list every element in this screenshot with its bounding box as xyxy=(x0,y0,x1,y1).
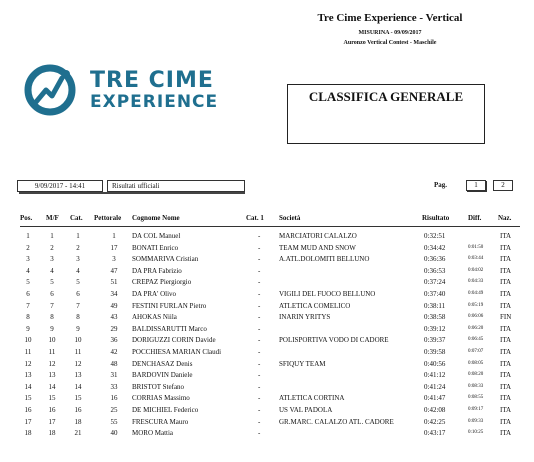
cell-cat1: - xyxy=(258,359,261,368)
cell-mf: 17 xyxy=(48,417,56,426)
col-nome-header: Cognome Nome xyxy=(132,214,180,222)
cell-cat: 16 xyxy=(74,406,82,414)
cell-diff: 0:08:33 xyxy=(468,383,484,389)
cell-ris: 0:43:17 xyxy=(424,429,446,438)
cell-soc: VIGILI DEL FUOCO BELLUNO xyxy=(279,290,376,298)
cell-mf: 18 xyxy=(48,429,56,438)
cell-nome: POCCHIESA MARIAN Claudi xyxy=(132,348,222,356)
cell-mf: 3 xyxy=(50,255,54,264)
cell-diff: 0:09:33 xyxy=(468,418,484,424)
page-1-link[interactable]: 1 xyxy=(466,180,486,191)
cell-naz: ITA xyxy=(500,255,512,264)
cell-pett: 33 xyxy=(110,382,118,391)
cell-soc: US VAL PADOLA xyxy=(279,406,333,414)
cell-naz: ITA xyxy=(500,394,512,403)
cell-cat1: - xyxy=(258,382,261,391)
cell-pos: 14 xyxy=(24,382,32,391)
table-row xyxy=(0,336,534,347)
cell-diff: 0:08:05 xyxy=(468,360,484,366)
cell-diff: 0:01:50 xyxy=(468,244,484,250)
cell-mf: 8 xyxy=(50,313,54,322)
cell-naz: ITA xyxy=(500,324,512,333)
cell-naz: ITA xyxy=(500,371,512,380)
cell-nome: BONATI Enrico xyxy=(132,243,179,252)
cell-pos: 11 xyxy=(24,348,32,356)
cell-cat: 9 xyxy=(76,324,80,333)
cell-pos: 12 xyxy=(24,359,32,368)
cell-pos: 10 xyxy=(24,336,32,345)
print-date-time: 9/09/2017 - 14:41 xyxy=(17,180,103,192)
table-row xyxy=(0,429,534,440)
cell-diff: 0:04:49 xyxy=(468,291,484,296)
tre-cime-logo xyxy=(22,62,262,118)
cell-naz: ITA xyxy=(500,266,512,275)
cell-diff: 0:07:07 xyxy=(468,349,484,354)
cell-nome: DORIGUZZI CORIN Davide xyxy=(132,336,216,345)
cell-nome: CORRIAS Massimo xyxy=(132,394,190,403)
cell-nome: FRESCURA Mauro xyxy=(132,417,189,426)
cell-pos: 9 xyxy=(26,324,30,333)
cell-nome: MORO Mattia xyxy=(132,429,174,438)
table-row xyxy=(0,394,534,405)
cell-cat1: - xyxy=(258,324,261,333)
cell-mf: 10 xyxy=(48,336,56,345)
cell-pett: 55 xyxy=(110,417,118,426)
table-row xyxy=(0,418,534,429)
cell-pos: 4 xyxy=(26,266,30,275)
cell-naz: ITA xyxy=(500,348,512,356)
cell-diff: 0:09:17 xyxy=(468,407,484,412)
cell-soc: MARCIATORI CALALZO xyxy=(279,232,357,240)
cell-cat1: - xyxy=(258,429,261,438)
cell-ris: 0:42:25 xyxy=(424,417,446,426)
cell-cat: 15 xyxy=(74,394,82,403)
cell-cat1: - xyxy=(258,278,261,287)
cell-pett: 47 xyxy=(110,266,118,275)
cell-ris: 0:39:58 xyxy=(424,348,446,356)
cell-nome: BALDISSARUTTI Marco xyxy=(132,324,207,333)
cell-pos: 13 xyxy=(24,371,32,380)
cell-pos: 6 xyxy=(26,290,30,298)
cell-naz: ITA xyxy=(500,243,512,252)
col-naz-header: Naz. xyxy=(498,214,512,222)
cell-ris: 0:37:24 xyxy=(424,278,446,287)
classifica-box xyxy=(287,84,485,144)
cell-mf: 11 xyxy=(48,348,56,356)
cell-cat: 3 xyxy=(76,255,80,264)
cell-cat: 4 xyxy=(76,266,80,275)
cell-soc: POLISPORTIVA VODO DI CADORE xyxy=(279,336,389,345)
cell-cat1: - xyxy=(258,243,261,252)
event-title: Tre Cime Experience - Vertical xyxy=(317,12,463,24)
col-diff-header: Diff. xyxy=(468,214,482,222)
cell-nome: SOMMARIVA Cristian xyxy=(132,255,199,264)
cell-mf: 4 xyxy=(50,266,54,275)
cell-cat: 14 xyxy=(74,382,82,391)
cell-mf: 15 xyxy=(48,394,56,403)
table-row xyxy=(0,325,534,336)
cell-cat1: - xyxy=(258,417,261,426)
cell-pos: 1 xyxy=(26,232,30,240)
cell-ris: 0:41:47 xyxy=(424,394,446,403)
cell-naz: ITA xyxy=(500,290,512,298)
cell-diff: 0:08:55 xyxy=(468,395,484,401)
cell-diff: 0:03:44 xyxy=(468,256,484,262)
table-row xyxy=(0,302,534,313)
cell-naz: ITA xyxy=(500,232,512,240)
cell-cat: 12 xyxy=(74,359,82,368)
cell-pett: 16 xyxy=(110,394,118,403)
cell-mf: 2 xyxy=(50,243,54,252)
cell-cat: 2 xyxy=(76,243,80,252)
cell-pos: 15 xyxy=(24,394,32,403)
cell-ris: 0:37:40 xyxy=(424,290,446,298)
table-row xyxy=(0,278,534,289)
col-cat1-header: Cat. 1 xyxy=(246,214,264,222)
cell-mf: 13 xyxy=(48,371,56,380)
table-row xyxy=(0,290,534,301)
cell-cat: 11 xyxy=(74,348,82,356)
cell-diff: 0:06:45 xyxy=(468,337,484,343)
cell-pett: 49 xyxy=(110,301,118,310)
cell-diff: 0:04:02 xyxy=(468,267,484,273)
cell-naz: ITA xyxy=(500,406,512,414)
event-place-date: MISURINA - 09/09/2017 xyxy=(358,30,422,36)
table-row xyxy=(0,371,534,382)
cell-pett: 1 xyxy=(112,232,116,240)
cell-soc: A.ATL.DOLOMITI BELLUNO xyxy=(279,255,370,264)
cell-pett: 25 xyxy=(110,406,118,414)
cell-naz: ITA xyxy=(500,417,512,426)
col-mf-header: M/F xyxy=(46,214,59,222)
logo-text-line2: EXPERIENCE xyxy=(90,92,219,112)
cell-mf: 14 xyxy=(48,382,56,391)
cell-ris: 0:39:12 xyxy=(424,324,446,333)
cell-pett: 43 xyxy=(110,313,118,322)
cell-naz: ITA xyxy=(500,336,512,345)
cell-diff: 0:06:20 xyxy=(468,325,484,331)
cell-naz: FIN xyxy=(500,313,512,322)
cell-soc: TEAM MUD AND SNOW xyxy=(279,243,356,252)
col-cat-header: Cat. xyxy=(70,214,83,222)
cell-diff: 0:10:25 xyxy=(468,430,484,436)
cell-pett: 3 xyxy=(112,255,116,264)
cell-pos: 7 xyxy=(26,301,30,310)
cell-pett: 17 xyxy=(110,243,118,252)
header-divider xyxy=(20,226,520,227)
cell-nome: AHOKAS Niila xyxy=(132,313,177,322)
cell-mf: 12 xyxy=(48,359,56,368)
cell-cat: 18 xyxy=(74,417,82,426)
cell-cat1: - xyxy=(258,266,261,275)
cell-ris: 0:41:24 xyxy=(424,382,446,391)
cell-cat1: - xyxy=(258,313,261,322)
table-row xyxy=(0,348,534,359)
cell-cat: 10 xyxy=(74,336,82,345)
cell-ris: 0:39:37 xyxy=(424,336,446,345)
table-row xyxy=(0,313,534,324)
cell-ris: 0:41:12 xyxy=(424,371,446,380)
logo-text-line1: TRE CIME xyxy=(90,68,214,93)
results-status: Risultati ufficiali xyxy=(107,180,245,192)
cell-soc: GR.MARC. CALALZO ATL. CADORE xyxy=(279,417,394,426)
cell-nome: DA PRA Fabrizio xyxy=(132,266,182,275)
cell-cat1: - xyxy=(258,301,261,310)
event-contest: Auronzo Vertical Contest - Maschile xyxy=(343,40,437,46)
cell-mf: 1 xyxy=(50,232,54,240)
cell-pett: 31 xyxy=(110,371,118,380)
cell-pett: 34 xyxy=(110,290,118,298)
cell-pett: 29 xyxy=(110,324,118,333)
page-2-link[interactable]: 2 xyxy=(493,180,513,191)
cell-nome: BARDOVIN Daniele xyxy=(132,371,193,380)
cell-pos: 17 xyxy=(24,417,32,426)
cell-cat1: - xyxy=(258,348,261,356)
cell-cat1: - xyxy=(258,406,261,414)
runner-logo-icon xyxy=(22,62,82,118)
table-row xyxy=(0,244,534,255)
cell-naz: ITA xyxy=(500,382,512,391)
cell-ris: 0:32:51 xyxy=(424,232,446,240)
cell-cat: 6 xyxy=(76,290,80,298)
cell-nome: BRISTOT Stefano xyxy=(132,382,185,391)
cell-nome: FESTINI FURLAN Pietro xyxy=(132,301,207,310)
pagination-label: Pag. xyxy=(434,181,448,189)
cell-pos: 8 xyxy=(26,313,30,322)
col-pettorale-header: Pettorale xyxy=(94,214,122,222)
cell-nome: DA PRA' Olivo xyxy=(132,290,177,298)
cell-naz: ITA xyxy=(500,429,512,438)
table-row xyxy=(0,360,534,371)
cell-cat1: - xyxy=(258,232,261,240)
info-shadow xyxy=(19,192,245,194)
cell-pos: 16 xyxy=(24,406,32,414)
cell-cat: 13 xyxy=(74,371,82,380)
cell-ris: 0:42:08 xyxy=(424,406,446,414)
cell-pos: 5 xyxy=(26,278,30,287)
cell-pett: 42 xyxy=(110,348,118,356)
cell-pos: 18 xyxy=(24,429,32,438)
cell-cat: 21 xyxy=(74,429,82,438)
table-row xyxy=(0,255,534,266)
table-row xyxy=(0,232,534,243)
cell-cat1: - xyxy=(258,394,261,403)
cell-diff: 0:08:20 xyxy=(468,372,484,378)
cell-soc: ATLETICA COMELICO xyxy=(279,301,351,310)
cell-nome: DENCHASAZ Denis xyxy=(132,359,193,368)
cell-diff: 0:05:19 xyxy=(468,302,484,308)
cell-mf: 16 xyxy=(48,406,56,414)
col-pos-header: Pos. xyxy=(20,214,33,222)
cell-pos: 2 xyxy=(26,243,30,252)
cell-pett: 51 xyxy=(110,278,118,287)
cell-cat1: - xyxy=(258,255,261,264)
cell-mf: 9 xyxy=(50,324,54,333)
table-row xyxy=(0,406,534,417)
table-row xyxy=(0,383,534,394)
cell-cat: 7 xyxy=(76,301,80,310)
cell-pos: 3 xyxy=(26,255,30,264)
cell-pett: 36 xyxy=(110,336,118,345)
cell-nome: DE MICHIEL Federico xyxy=(132,406,199,414)
cell-cat1: - xyxy=(258,371,261,380)
cell-ris: 0:36:53 xyxy=(424,266,446,275)
cell-diff: 0:06:06 xyxy=(468,314,484,320)
cell-ris: 0:38:11 xyxy=(424,301,446,310)
cell-pett: 48 xyxy=(110,359,118,368)
cell-nome: CREPAZ Piergiorgio xyxy=(132,278,192,287)
cell-pett: 40 xyxy=(110,429,118,438)
cell-soc: INARIN YRITYS xyxy=(279,313,331,322)
cell-diff: 0:04:33 xyxy=(468,279,484,285)
classifica-title: CLASSIFICA GENERALE xyxy=(308,89,464,104)
cell-cat: 8 xyxy=(76,313,80,322)
cell-ris: 0:38:58 xyxy=(424,313,446,322)
col-risultato-header: Risultato xyxy=(422,214,450,222)
cell-naz: ITA xyxy=(500,359,512,368)
cell-cat1: - xyxy=(258,336,261,345)
cell-ris: 0:40:56 xyxy=(424,359,446,368)
cell-ris: 0:34:42 xyxy=(424,243,446,252)
cell-ris: 0:36:36 xyxy=(424,255,446,264)
cell-naz: ITA xyxy=(500,278,512,287)
cell-mf: 5 xyxy=(50,278,54,287)
cell-soc: SFIQUY TEAM xyxy=(279,359,326,368)
cell-nome: DA COL Manuel xyxy=(132,232,181,240)
cell-cat1: - xyxy=(258,290,261,298)
cell-mf: 7 xyxy=(50,301,54,310)
cell-cat: 1 xyxy=(76,232,80,240)
cell-cat: 5 xyxy=(76,278,80,287)
cell-soc: ATLETICA CORTINA xyxy=(279,394,345,403)
col-societa-header: Società xyxy=(279,214,301,222)
table-row xyxy=(0,267,534,278)
cell-mf: 6 xyxy=(50,290,54,298)
cell-naz: ITA xyxy=(500,301,512,310)
